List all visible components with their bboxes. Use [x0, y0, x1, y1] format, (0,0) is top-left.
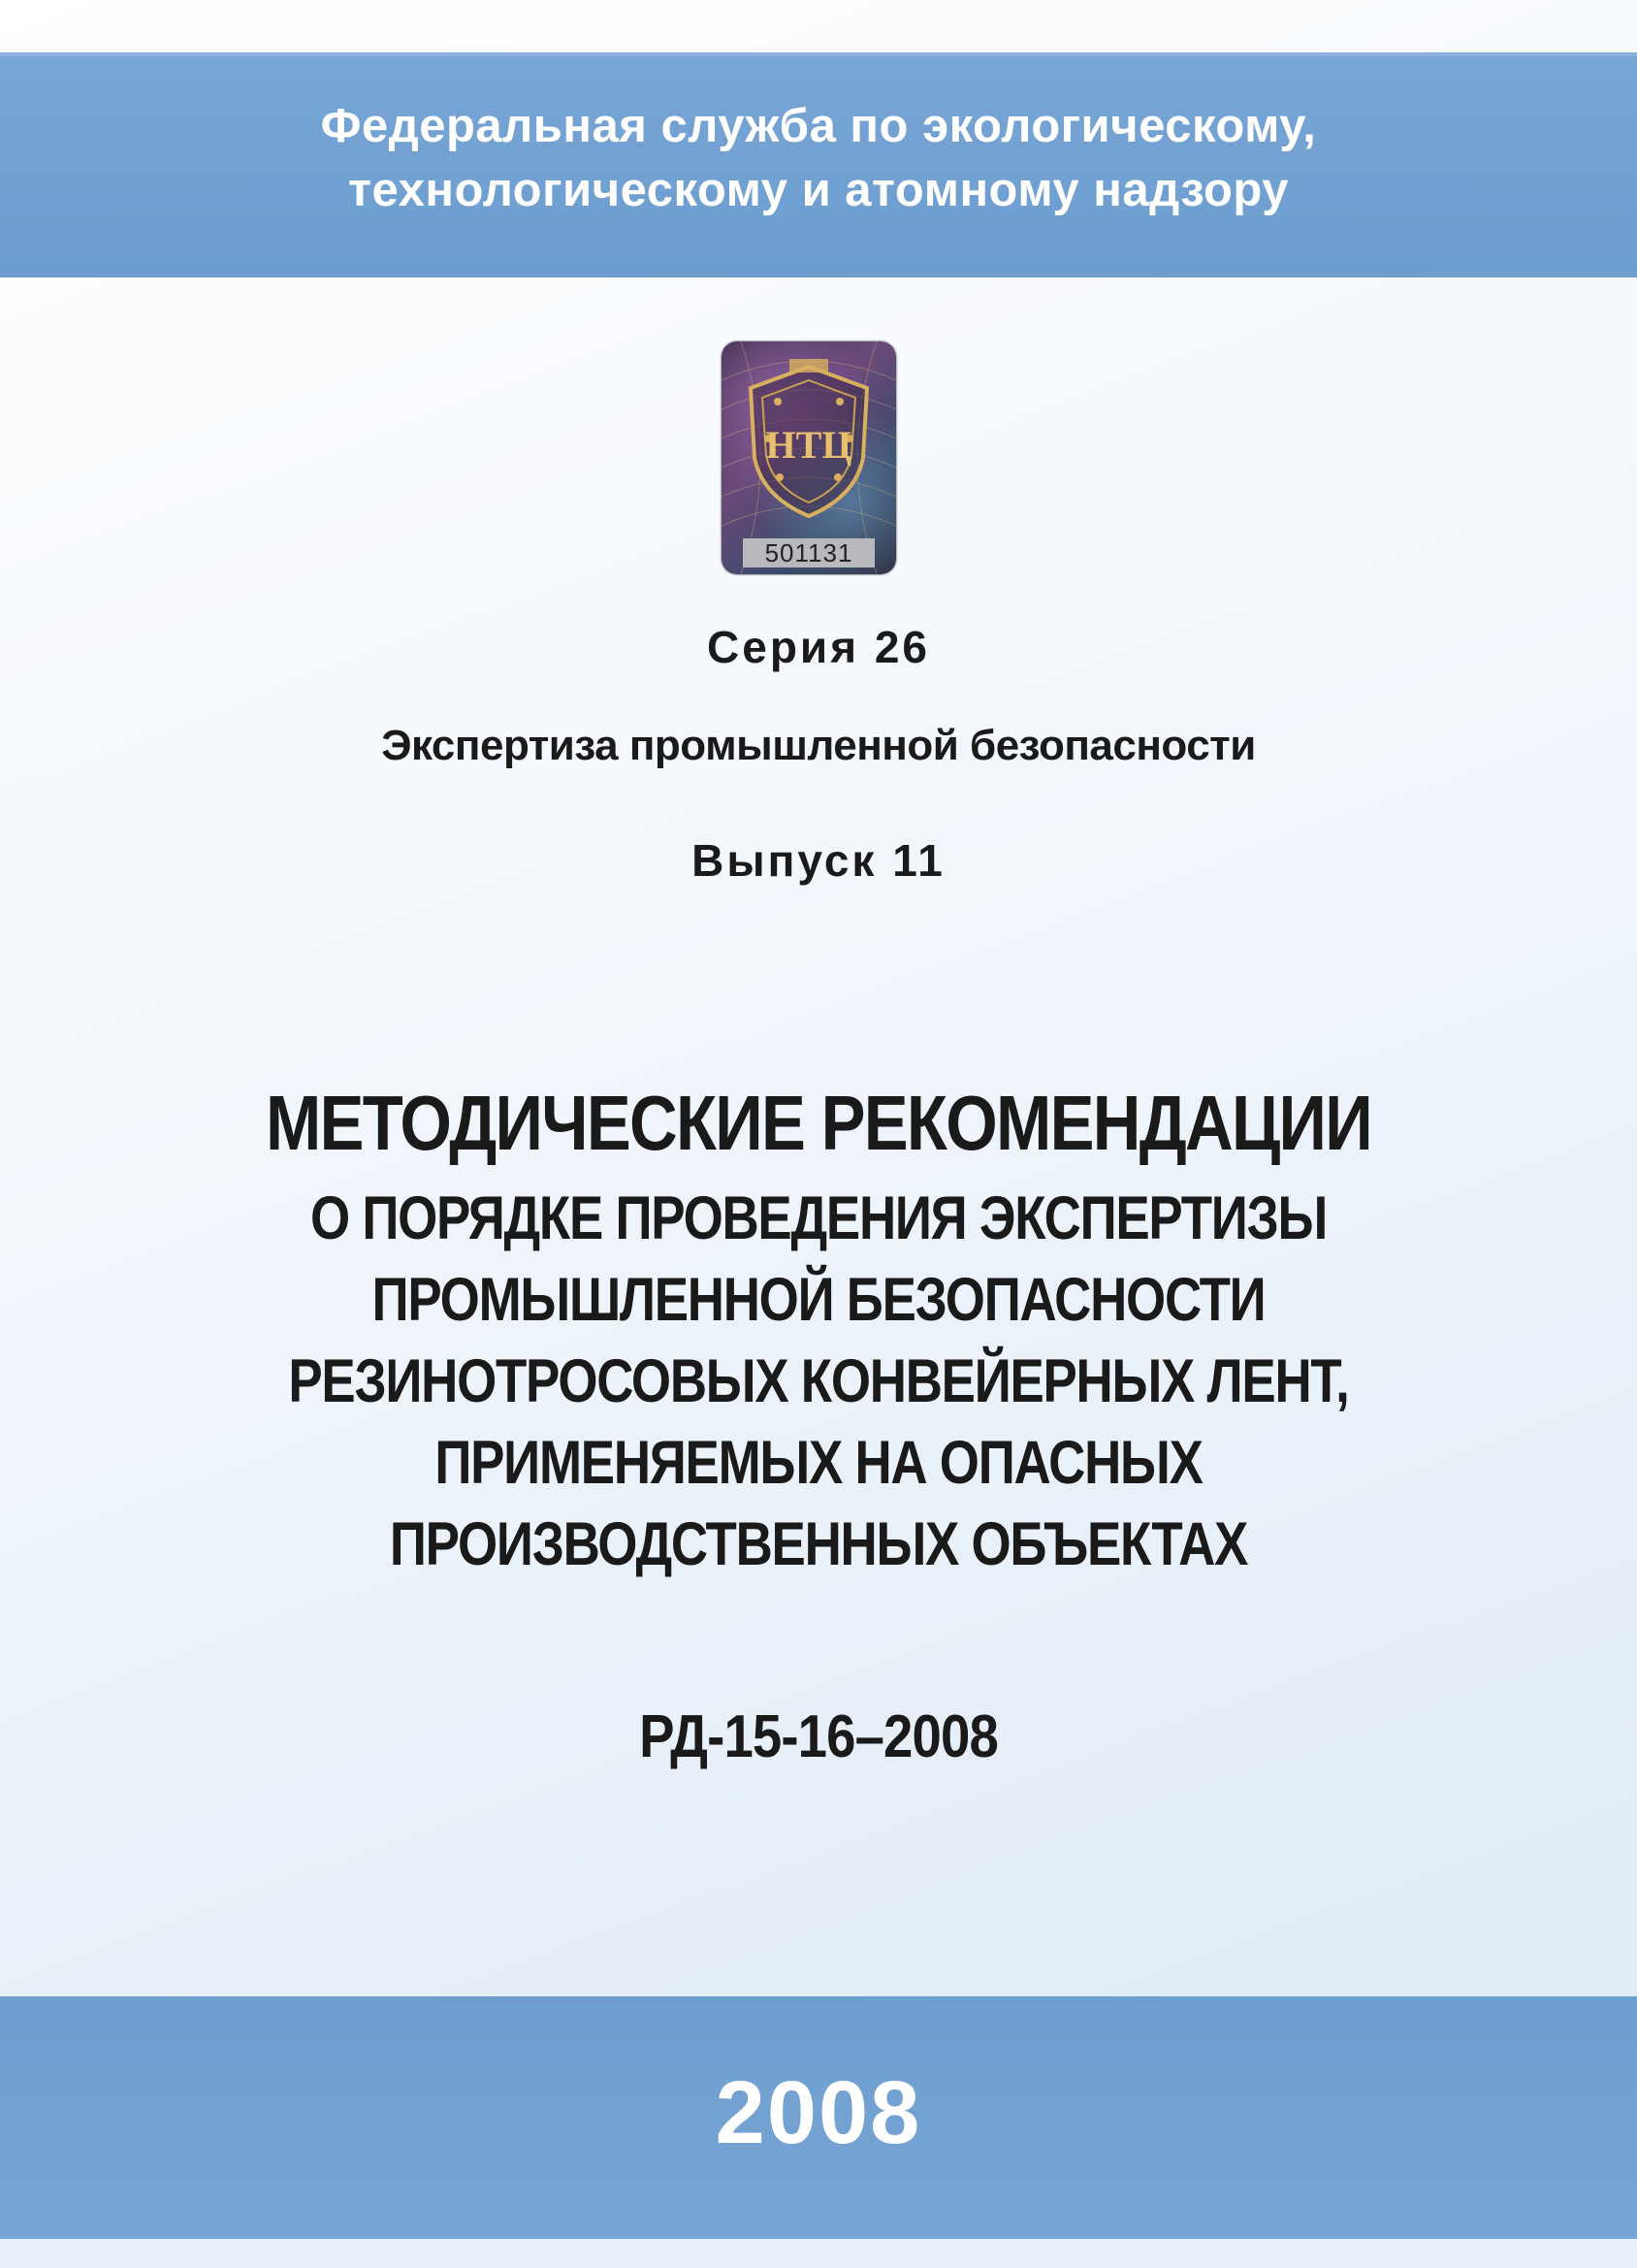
hologram-serial-number: 501131 [743, 538, 875, 567]
subtitle-line: ПРОМЫШЛЕННОЙ БЕЗОПАСНОСТИ [371, 1266, 1266, 1334]
document-code: РД-15-16–2008 [639, 1703, 998, 1770]
svg-text:НТЦ: НТЦ [765, 423, 852, 467]
hologram-sticker [722, 341, 896, 574]
document-subtitle [131, 1178, 1506, 1585]
agency-name-line-1: Федеральная служба по экологическому, [320, 100, 1317, 152]
issue-label: Выпуск 11 [691, 835, 946, 886]
subtitle-line: О ПОРЯДКЕ ПРОВЕДЕНИЯ ЭКСПЕРТИЗЫ [309, 1184, 1328, 1252]
publication-year: 2008 [715, 2063, 922, 2162]
subtitle-line: РЕЗИНОТРОСОВЫХ КОНВЕЙЕРНЫХ ЛЕНТ, [288, 1347, 1349, 1415]
footer-edge [0, 2239, 1637, 2268]
agency-name-line-2: технологическому и атомному надзору [348, 164, 1289, 216]
series-label: Серия 26 [707, 622, 930, 672]
subtitle-line: ПРИМЕНЯЕМЫХ НА ОПАСНЫХ [434, 1429, 1203, 1497]
document-title: МЕТОДИЧЕСКИЕ РЕКОМЕНДАЦИИ [266, 1080, 1371, 1166]
series-title: Экспертиза промышленной безопасности [381, 722, 1256, 769]
subtitle-line: ПРОИЗВОДСТВЕННЫХ ОБЪЕКТАХ [389, 1510, 1248, 1578]
